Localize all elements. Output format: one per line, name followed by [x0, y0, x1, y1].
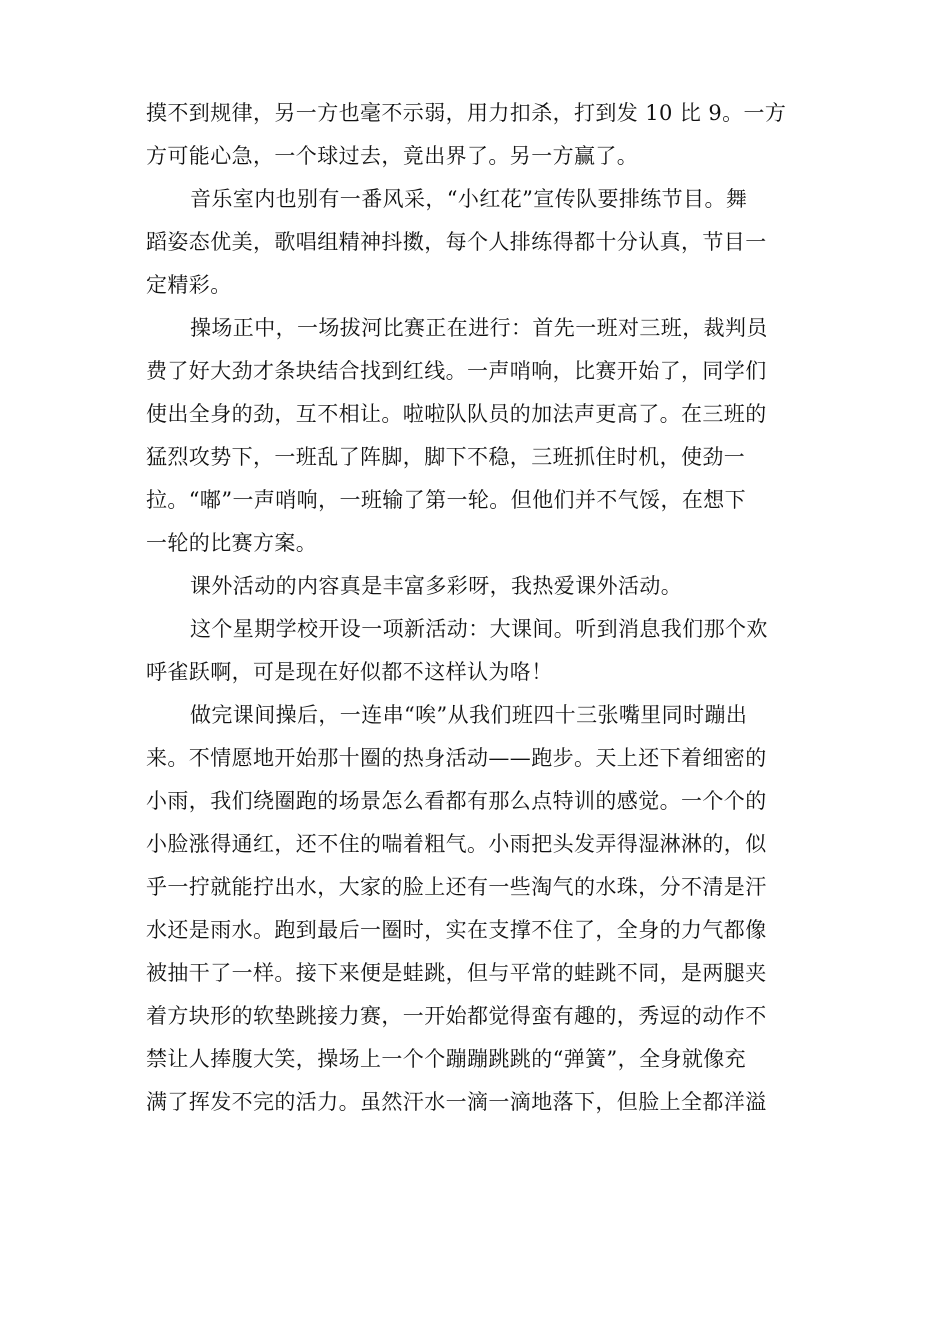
text-line: 呼雀跃啊，可是现在好似都不这样认为咯！	[146, 660, 553, 684]
text-line: 来。不情愿地开始那十圈的热身活动——跑步。天上还下着细密的	[146, 746, 767, 770]
text-line: 一轮的比赛方案。	[146, 531, 318, 555]
text-line: 费了好大劲才条块结合找到红线。一声哨响，比赛开始了，同学们	[146, 359, 767, 383]
text-line: 小雨，我们绕圈跑的场景怎么看都有那么点特训的感觉。一个个的	[146, 789, 767, 813]
text-line: 方可能心急，一个球过去，竟出界了。另一方赢了。	[146, 144, 639, 168]
text-line: 使出全身的劲，互不相让。啦啦队队员的加法声更高了。在三班的	[146, 402, 767, 426]
text-line: 禁让人捧腹大笑，操场上一个个蹦蹦跳跳的“弹簧”，全身就像充	[146, 1047, 747, 1071]
text-line: 定精彩。	[146, 273, 232, 297]
text-line: 摸不到规律，另一方也毫不示弱，用力扣杀，打到发 10 比 9。一方	[146, 101, 787, 125]
text-line: 着方块形的软垫跳接力赛，一开始都觉得蛮有趣的，秀逗的动作不	[146, 1004, 767, 1028]
paragraph-first-line: 这个星期学校开设一项新活动：大课间。听到消息我们那个欢	[190, 617, 768, 641]
text-line: 乎一拧就能拧出水，大家的脸上还有一些淘气的水珠，分不清是汗	[146, 875, 767, 899]
text-line: 小脸涨得通红，还不住的喘着粗气。小雨把头发弄得湿淋淋的，似	[146, 832, 767, 856]
text-line: 猛烈攻势下，一班乱了阵脚，脚下不稳，三班抓住时机，使劲一	[146, 445, 746, 469]
text-line: 蹈姿态优美，歌唱组精神抖擞，每个人排练得都十分认真，节目一	[146, 230, 767, 254]
paragraph-first-line: 做完课间操后，一连串“唉”从我们班四十三张嘴里同时蹦出	[190, 703, 748, 727]
paragraph-first-line: 操场正中，一场拔河比赛正在进行：首先一班对三班，裁判员	[190, 316, 768, 340]
text-line: 水还是雨水。跑到最后一圈时，实在支撑不住了，全身的力气都像	[146, 918, 767, 942]
text-line: 满了挥发不完的活力。虽然汗水一滴一滴地落下，但脸上全都洋溢	[146, 1090, 767, 1114]
text-line: 拉。“嘟”一声哨响，一班输了第一轮。但他们并不气馁，在想下	[146, 488, 747, 512]
paragraph-first-line: 音乐室内也别有一番风采，“小红花”宣传队要排练节目。舞	[190, 187, 748, 211]
text-line: 被抽干了一样。接下来便是蛙跳，但与平常的蛙跳不同，是两腿夹	[146, 961, 767, 985]
paragraph-first-line: 课外活动的内容真是丰富多彩呀，我热爱课外活动。	[190, 574, 683, 598]
